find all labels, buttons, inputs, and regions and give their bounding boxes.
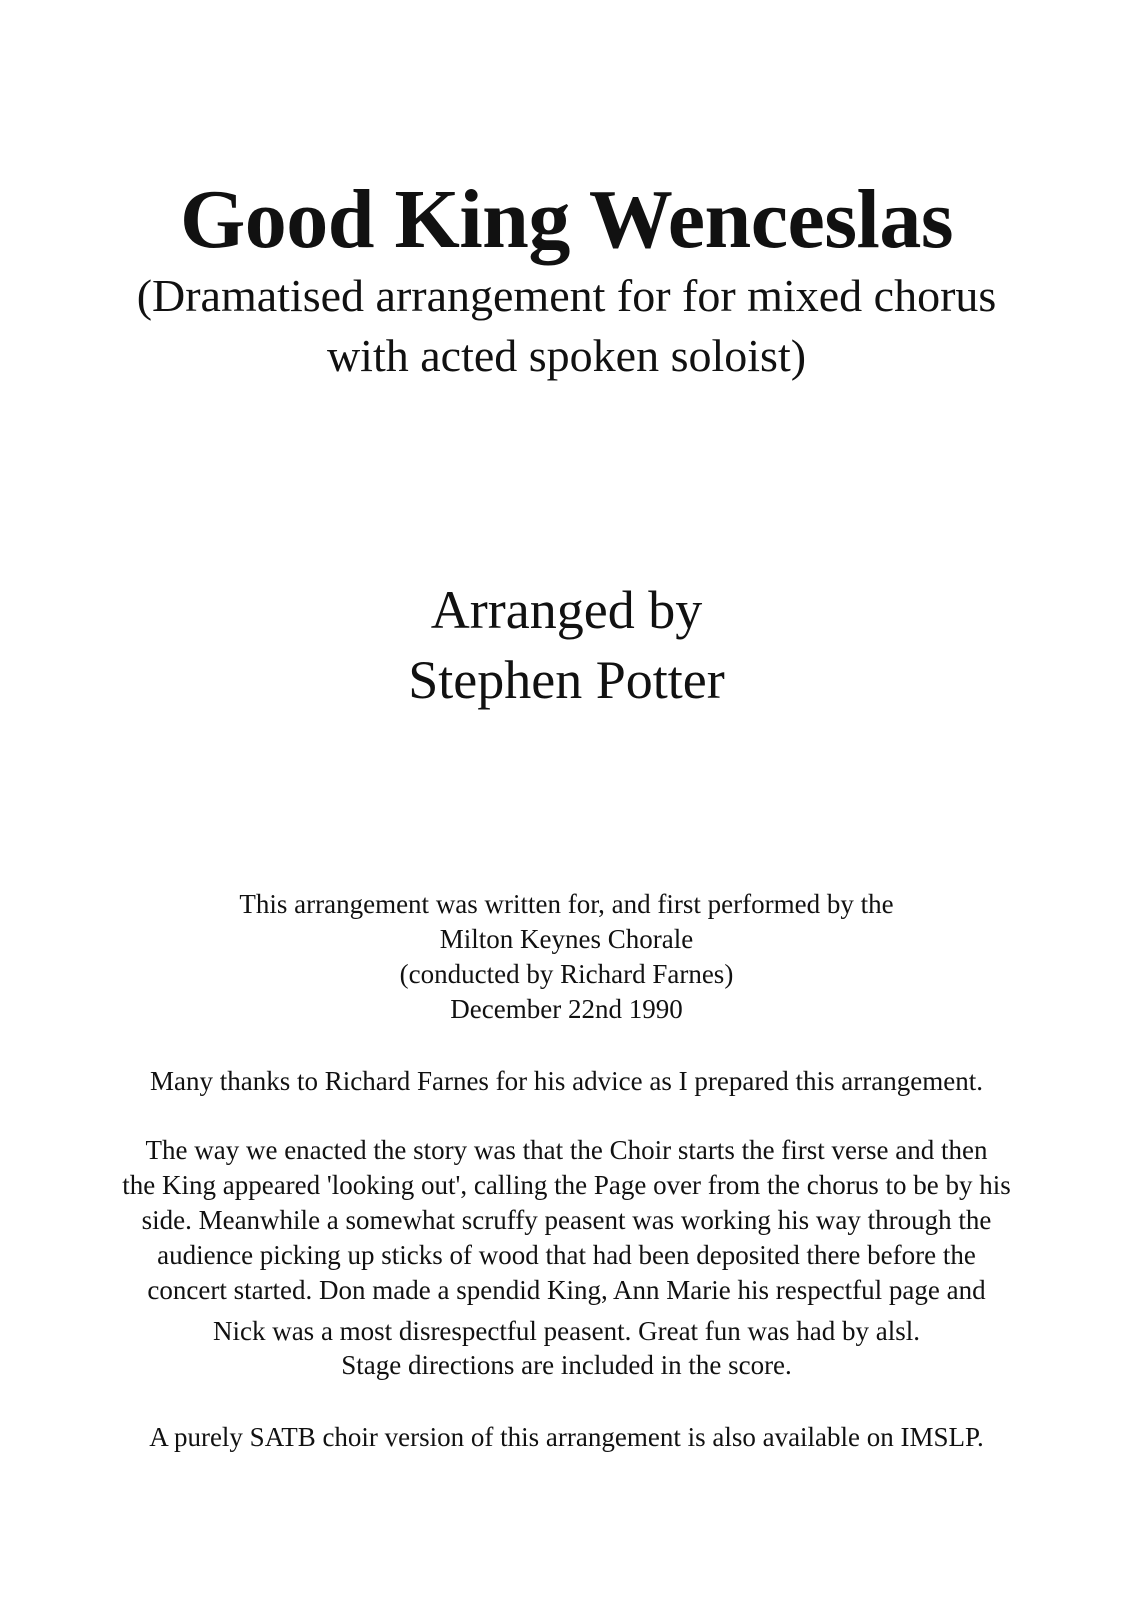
premiere-date: December 22nd 1990 [450, 994, 683, 1024]
premiere-line-1: This arrangement was written for, and first performed by the [239, 889, 894, 919]
story-line-5: concert started. Don made a spendid King, Ann Marie his respectful page and [147, 1275, 986, 1305]
story-line-3: side. Meanwhile a somewhat scruffy peasent was working his way through the [141, 1205, 992, 1235]
story-line-1: The way we enacted the story was that the Choir starts the first verse and then [145, 1135, 988, 1165]
premiere-line-3: (conducted by Richard Farnes) [399, 959, 734, 989]
arranger-label: Arranged by [430, 580, 703, 640]
story-line-4: audience picking up sticks of wood that had been deposited there before the [157, 1240, 976, 1270]
availability-note: A purely SATB choir version of this arrangement is also available on IMSLP. [149, 1422, 984, 1452]
thanks-note: Many thanks to Richard Farnes for his advice as I prepared this arrangement. [150, 1066, 983, 1096]
story-line-2: the King appeared 'looking out', calling the Page over from the chorus to be by his [122, 1170, 1011, 1200]
subtitle-line-1: (Dramatised arrangement for for mixed chorus [136, 270, 997, 321]
arranger-name: Stephen Potter [408, 650, 725, 710]
premiere-line-2: Milton Keynes Chorale [439, 924, 694, 954]
page-title: Good King Wenceslas [179, 173, 954, 266]
story-line-6: Nick was a most disrespectful peasent. Great fun was had by alsl. [212, 1316, 921, 1346]
story-line-7: Stage directions are included in the score. [341, 1350, 792, 1380]
subtitle-line-2: with acted spoken soloist) [326, 330, 807, 381]
